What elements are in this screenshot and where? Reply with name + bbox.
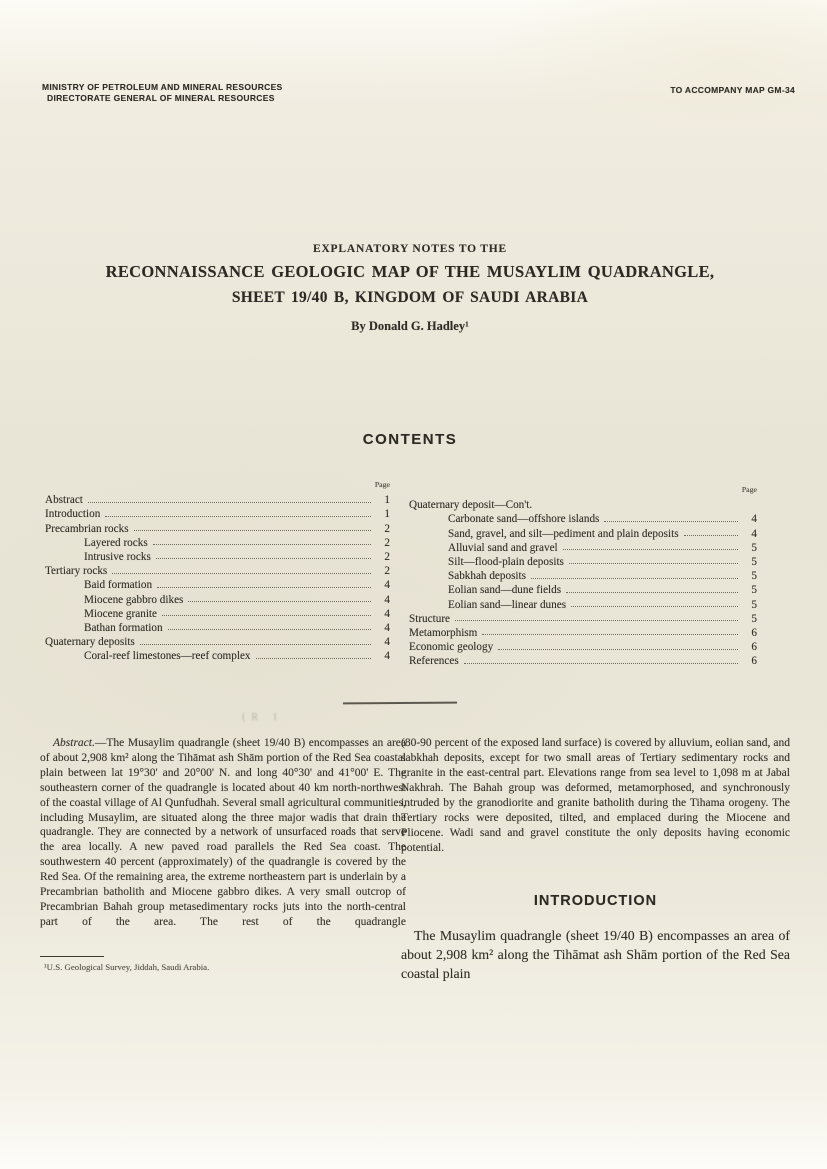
toc-entry-label: References bbox=[409, 655, 459, 668]
toc-entry-page: 5 bbox=[751, 555, 757, 568]
toc-leader-dots bbox=[482, 634, 738, 635]
toc-entry-page: 6 bbox=[751, 655, 757, 668]
abstract-left-column bbox=[40, 736, 406, 930]
page-column-label: Page bbox=[374, 480, 390, 489]
toc-entry-label: Introduction bbox=[45, 508, 101, 521]
toc-entry-page: 2 bbox=[384, 536, 390, 549]
toc-leader-dots bbox=[153, 544, 371, 545]
toc-leader-dots bbox=[455, 620, 738, 621]
directorate-line: DIRECTORATE GENERAL OF MINERAL RESOURCES bbox=[47, 93, 275, 103]
toc-entry-label: Miocene granite bbox=[84, 607, 157, 620]
toc-entry bbox=[409, 525, 757, 539]
toc-entry bbox=[409, 653, 757, 667]
toc-entry bbox=[409, 639, 757, 653]
scan-artifact-line bbox=[343, 702, 457, 704]
toc-leader-dots bbox=[156, 558, 371, 559]
toc-entry bbox=[45, 620, 390, 634]
toc-entry bbox=[409, 611, 757, 625]
toc-entry bbox=[45, 535, 390, 549]
toc-entry bbox=[409, 497, 757, 511]
toc-leader-dots bbox=[140, 644, 371, 645]
toc-entry-page: 2 bbox=[384, 550, 390, 563]
toc-entry-page: 6 bbox=[751, 641, 757, 654]
toc-entry bbox=[45, 520, 390, 534]
toc-leader-dots bbox=[684, 535, 738, 536]
toc-entry-label: Bathan formation bbox=[84, 621, 163, 634]
toc-leader-dots bbox=[88, 502, 371, 503]
abstract-right-column: (80-90 percent of the exposed land surface) is covered by alluvium, eolian sand, and sabkhah deposits, except for two small areas of Tertiary sedimentary rocks and granite in the east-central part. Elevations range from sea level to 1,098 m at Jabal Nakhrah. The Bahah group was deformed, metamorphosed, and synchronously intruded by the granodiorite and granite batholith during the Tihama orogeny. The Tertiary rocks were deposited, tilted, and emplaced during the Miocene and Pliocene. Wadi sand and gravel constitute the only deposits having economic potential. bbox=[401, 737, 790, 854]
toc-entry-label: Structure bbox=[409, 612, 451, 625]
toc-entry-label: Abstract bbox=[45, 494, 83, 507]
page-column-label: Page bbox=[741, 485, 757, 494]
toc-entry-page: 5 bbox=[751, 598, 757, 611]
toc-leader-dots bbox=[168, 629, 371, 630]
document-title-line1: RECONNAISSANCE GEOLOGIC MAP OF THE MUSAYLIM QUADRANGLE, bbox=[105, 262, 715, 281]
footnote-text: ¹U.S. Geological Survey, Jiddah, Saudi Arabia. bbox=[44, 962, 210, 972]
toc-entry bbox=[45, 563, 390, 577]
toc-entry-page: 4 bbox=[384, 621, 390, 634]
toc-entry-page: 1 bbox=[384, 508, 390, 521]
toc-entry bbox=[45, 549, 390, 563]
toc-entry bbox=[45, 492, 390, 506]
toc-entry-page: 5 bbox=[751, 570, 757, 583]
toc-leader-dots bbox=[566, 592, 738, 593]
toc-entry bbox=[45, 506, 390, 520]
contents-heading: CONTENTS bbox=[362, 431, 458, 448]
agency-header bbox=[42, 82, 283, 104]
toc-entry-page: 2 bbox=[384, 565, 390, 578]
toc-leader-dots bbox=[134, 530, 371, 531]
toc-entry-page: 4 bbox=[384, 593, 390, 606]
toc-leader-dots bbox=[256, 658, 371, 659]
toc-entry-label: Metamorphism bbox=[409, 626, 478, 639]
toc-entry bbox=[45, 634, 390, 648]
toc-entry bbox=[45, 591, 390, 605]
introduction-heading: INTRODUCTION bbox=[533, 893, 658, 909]
toc-column-right bbox=[409, 485, 757, 668]
document-title-line2: SHEET 19/40 B, KINGDOM OF SAUDI ARABIA bbox=[231, 289, 589, 306]
toc-leader-dots bbox=[112, 573, 371, 574]
toc-leader-dots bbox=[188, 601, 371, 602]
toc-entry-label: Sand, gravel, and silt—pediment and plain deposits bbox=[448, 527, 679, 540]
toc-entry-label: Layered rocks bbox=[84, 536, 148, 549]
toc-entry bbox=[409, 540, 757, 554]
toc-entry-label: Precambrian rocks bbox=[45, 522, 129, 535]
toc-entry bbox=[409, 554, 757, 568]
toc-entry-label: Baid formation bbox=[84, 579, 153, 592]
abstract-left-text: —The Musaylim quadrangle (sheet 19/40 B) encompasses an area of about 2,908 km² along the Tihāmat ash Shām portion of the Red Sea coastal plain between lat 19°30' and 20°00' N. and long 40°30' and 41°00' E. The southeastern corner of the quadrangle is located about 40 km north-northwest of the coastal village of Al Qunfudhah. Several small agricultural communities, including Musaylim, are situated along the three major wadis that drain the quadrangle. They are connected by a network of unsurfaced roads that serve the area locally. A new paved road parallels the Red Sea coast. The southwestern 40 percent (approximately) of the quadrangle is covered by the Red Sea. Of the remaining area, the extreme northeastern part is underlain by a Precambrian batholith and Miocene gabbro dikes. A very small outcrop of Precambrian Bahah group metasedimentary rocks juts into the north-central part of the area. The rest of the quadrangle bbox=[40, 737, 406, 928]
toc-leader-dots bbox=[531, 578, 738, 579]
toc-entry-page: 4 bbox=[384, 607, 390, 620]
toc-leader-dots bbox=[498, 649, 738, 650]
toc-leader-dots bbox=[571, 606, 738, 607]
toc-entry-page: 4 bbox=[384, 650, 390, 663]
toc-leader-dots bbox=[569, 563, 738, 564]
ministry-line: MINISTRY OF PETROLEUM AND MINERAL RESOURCES bbox=[42, 82, 283, 92]
toc-entry-label: Alluvial sand and gravel bbox=[448, 541, 558, 554]
toc-entry-label: Eolian sand—dune fields bbox=[448, 584, 562, 597]
toc-entry-label: Tertiary rocks bbox=[45, 565, 108, 578]
toc-leader-dots bbox=[105, 516, 371, 517]
toc-entry bbox=[409, 625, 757, 639]
toc-entry-page: 4 bbox=[751, 527, 757, 540]
footnote-separator bbox=[40, 956, 104, 957]
toc-entry-page: 5 bbox=[751, 541, 757, 554]
toc-entry bbox=[45, 606, 390, 620]
scan-bleed-artifact: (R 1 bbox=[242, 712, 284, 723]
toc-leader-dots bbox=[157, 587, 371, 588]
toc-leader-dots bbox=[464, 663, 738, 664]
toc-entry-page: 4 bbox=[384, 636, 390, 649]
map-reference: TO ACCOMPANY MAP GM-34 bbox=[670, 85, 795, 95]
toc-entry-page: 1 bbox=[384, 494, 390, 507]
toc-entry-page: 5 bbox=[751, 612, 757, 625]
introduction-paragraph: The Musaylim quadrangle (sheet 19/40 B) encompasses an area of about 2,908 km² along the Tihāmat ash Shām portion of the Red Sea coastal plain bbox=[401, 928, 790, 981]
toc-leader-dots bbox=[604, 521, 738, 522]
toc-entry-page: 5 bbox=[751, 584, 757, 597]
toc-entry-label: Carbonate sand—offshore islands bbox=[448, 513, 600, 526]
toc-entry-label: Sabkhah deposits bbox=[448, 570, 526, 583]
toc-entry-page: 6 bbox=[751, 626, 757, 639]
toc-entry-page: 4 bbox=[384, 579, 390, 592]
toc-entry bbox=[45, 577, 390, 591]
toc-entry-page: 2 bbox=[384, 522, 390, 535]
toc-entry-label: Economic geology bbox=[409, 641, 494, 654]
toc-entry-label: Eolian sand—linear dunes bbox=[448, 598, 567, 611]
toc-entry-label: Coral-reef limestones—reef complex bbox=[84, 650, 251, 663]
toc-entry-label: Quaternary deposit—Con't. bbox=[409, 499, 533, 512]
toc-entry-page: 4 bbox=[751, 513, 757, 526]
toc-entry-label: Intrusive rocks bbox=[84, 550, 151, 563]
toc-leader-dots bbox=[563, 549, 738, 550]
toc-entry-label: Miocene gabbro dikes bbox=[84, 593, 184, 606]
title-kicker: EXPLANATORY NOTES TO THE bbox=[312, 243, 507, 255]
abstract-lead-word: Abstract. bbox=[53, 737, 95, 749]
toc-entry bbox=[409, 568, 757, 582]
toc-entry-label: Quaternary deposits bbox=[45, 636, 135, 649]
toc-entry-label: Silt—flood-plain deposits bbox=[448, 555, 564, 568]
toc-entry bbox=[409, 511, 757, 525]
toc-column-left bbox=[45, 480, 390, 663]
toc-entry bbox=[409, 582, 757, 596]
toc-leader-dots bbox=[162, 615, 371, 616]
author-byline: By Donald G. Hadley¹ bbox=[351, 319, 469, 333]
toc-entry bbox=[45, 648, 390, 662]
toc-entry bbox=[409, 596, 757, 610]
